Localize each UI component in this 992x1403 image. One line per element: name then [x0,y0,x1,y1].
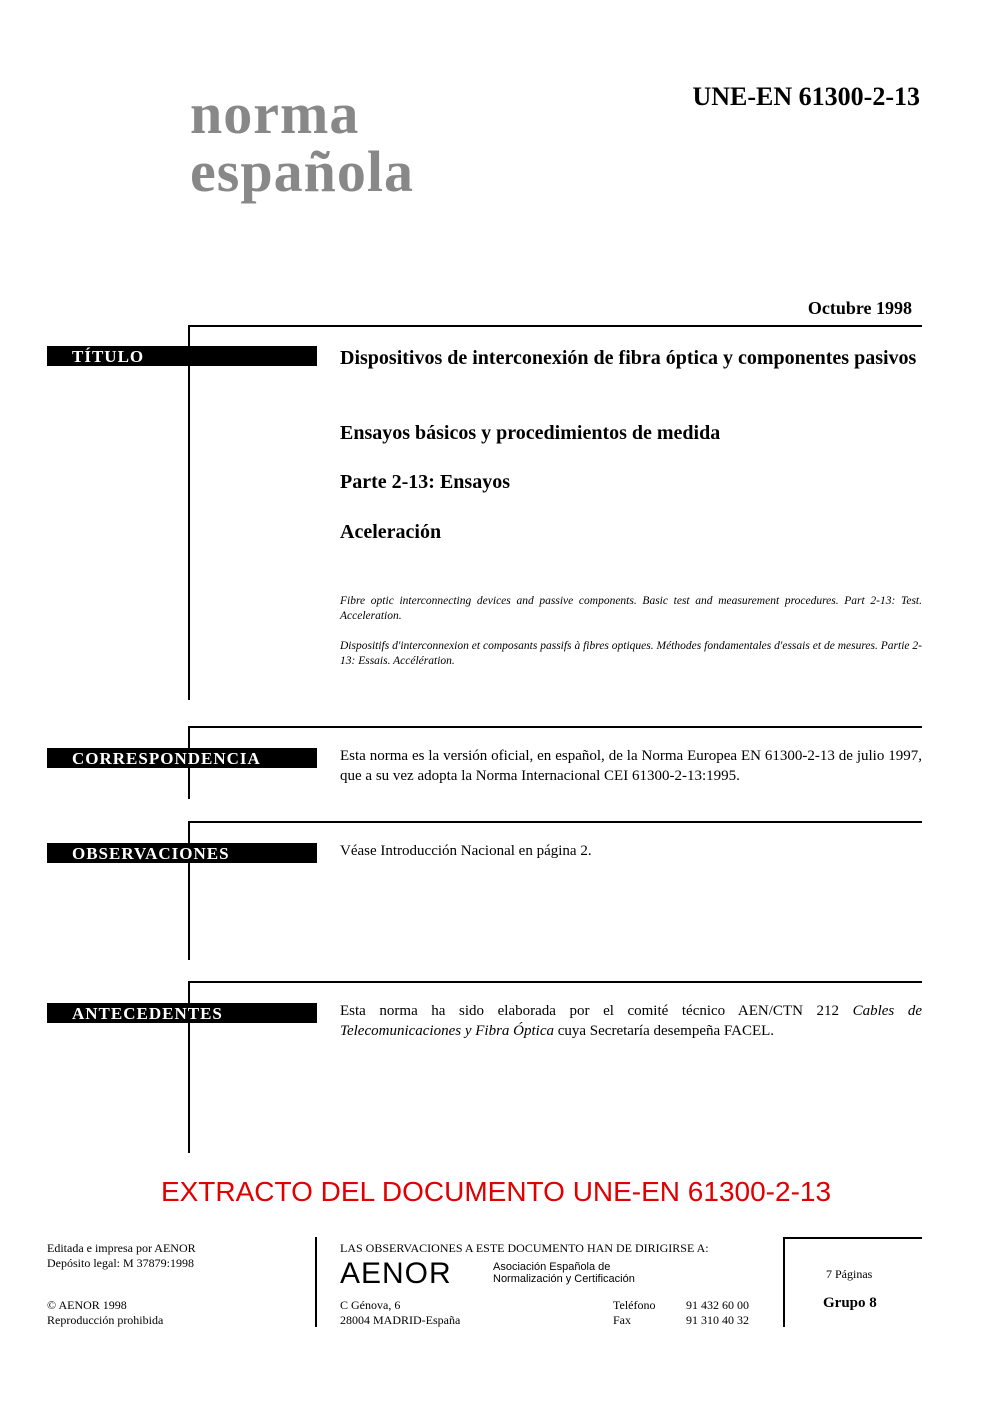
title-line-2: Ensayos básicos y procedimientos de medida [340,422,721,444]
footer-reproduction: Reproducción prohibida [47,1313,164,1327]
footer-group: Grupo 8 [823,1295,877,1311]
footer-edited: Editada e impresa por AENOR [47,1241,196,1255]
label-observaciones: OBSERVACIONES [47,843,317,863]
brand-norma: norma [190,81,360,146]
footer-deposit: Depósito legal: M 37879:1998 [47,1256,194,1270]
label-correspondencia: CORRESPONDENCIA [47,748,317,768]
footer-fax-label: Fax [613,1313,631,1327]
standard-code: UNE-EN 61300-2-13 [692,82,920,111]
label-antecedentes: ANTECEDENTES [47,1003,317,1023]
brand-espanola: española [190,139,414,204]
title-line-3: Parte 2-13: Ensayos [340,471,510,493]
observaciones-text: Véase Introducción Nacional en página 2. [340,843,592,859]
aenor-logo: AENOR [340,1257,452,1290]
section-rule-titulo [188,325,922,327]
section-vrule-titulo [188,325,190,700]
footer-box-top [783,1237,922,1239]
title-line-4: Aceleración [340,521,442,543]
footer-phone-label: Teléfono [613,1298,656,1312]
section-rule-correspondencia [188,726,922,728]
footer-fax: 91 310 40 32 [686,1313,749,1327]
section-vrule-observaciones [188,821,190,960]
publication-date: Octubre 1998 [807,298,912,318]
section-rule-antecedentes [188,981,922,983]
footer-divider-left [315,1237,317,1327]
footer-box-left [783,1237,785,1327]
title-french: Dispositifs d'interconnexion et composants passifs à fibres optiques. Méthodes fondamentales d'essais et de mesures. Partie 2-13: Essais. Accélération. [340,640,922,667]
extract-notice: EXTRACTO DEL DOCUMENTO UNE-EN 61300-2-13 [160,1176,832,1207]
footer-copyright: © AENOR 1998 [47,1298,127,1312]
footer-address-2: 28004 MADRID-España [340,1313,461,1327]
footer-phone: 91 432 60 00 [686,1298,749,1312]
antecedentes-text: Esta norma ha sido elaborada por el comité técnico AEN/CTN 212 Cables de Telecomunicaciones y Fibra Óptica cuya Secretaría desempeña FACEL. [340,1003,922,1039]
footer-address-1: C Génova, 6 [340,1298,401,1312]
title-line-1: Dispositivos de interconexión de fibra óptica y componentes pasivos [340,347,917,369]
section-rule-observaciones [188,821,922,823]
footer-pages: 7 Páginas [826,1267,873,1281]
label-titulo: TÍTULO [47,346,317,366]
correspondencia-text: Esta norma es la versión oficial, en español, de la Norma Europea EN 61300-2-13 de julio 1997, que a su vez adopta la Norma Internacional CEI 61300-2-13:1995. [340,748,922,784]
title-english: Fibre optic interconnecting devices and passive components. Basic test and measurement procedures. Part 2-13: Test. Acceleration. [340,595,922,622]
aenor-full-name: Asociación Española de Normalización y Certificación [493,1261,635,1285]
footer-observations-note: LAS OBSERVACIONES A ESTE DOCUMENTO HAN DE DIRIGIRSE A: [340,1241,709,1255]
